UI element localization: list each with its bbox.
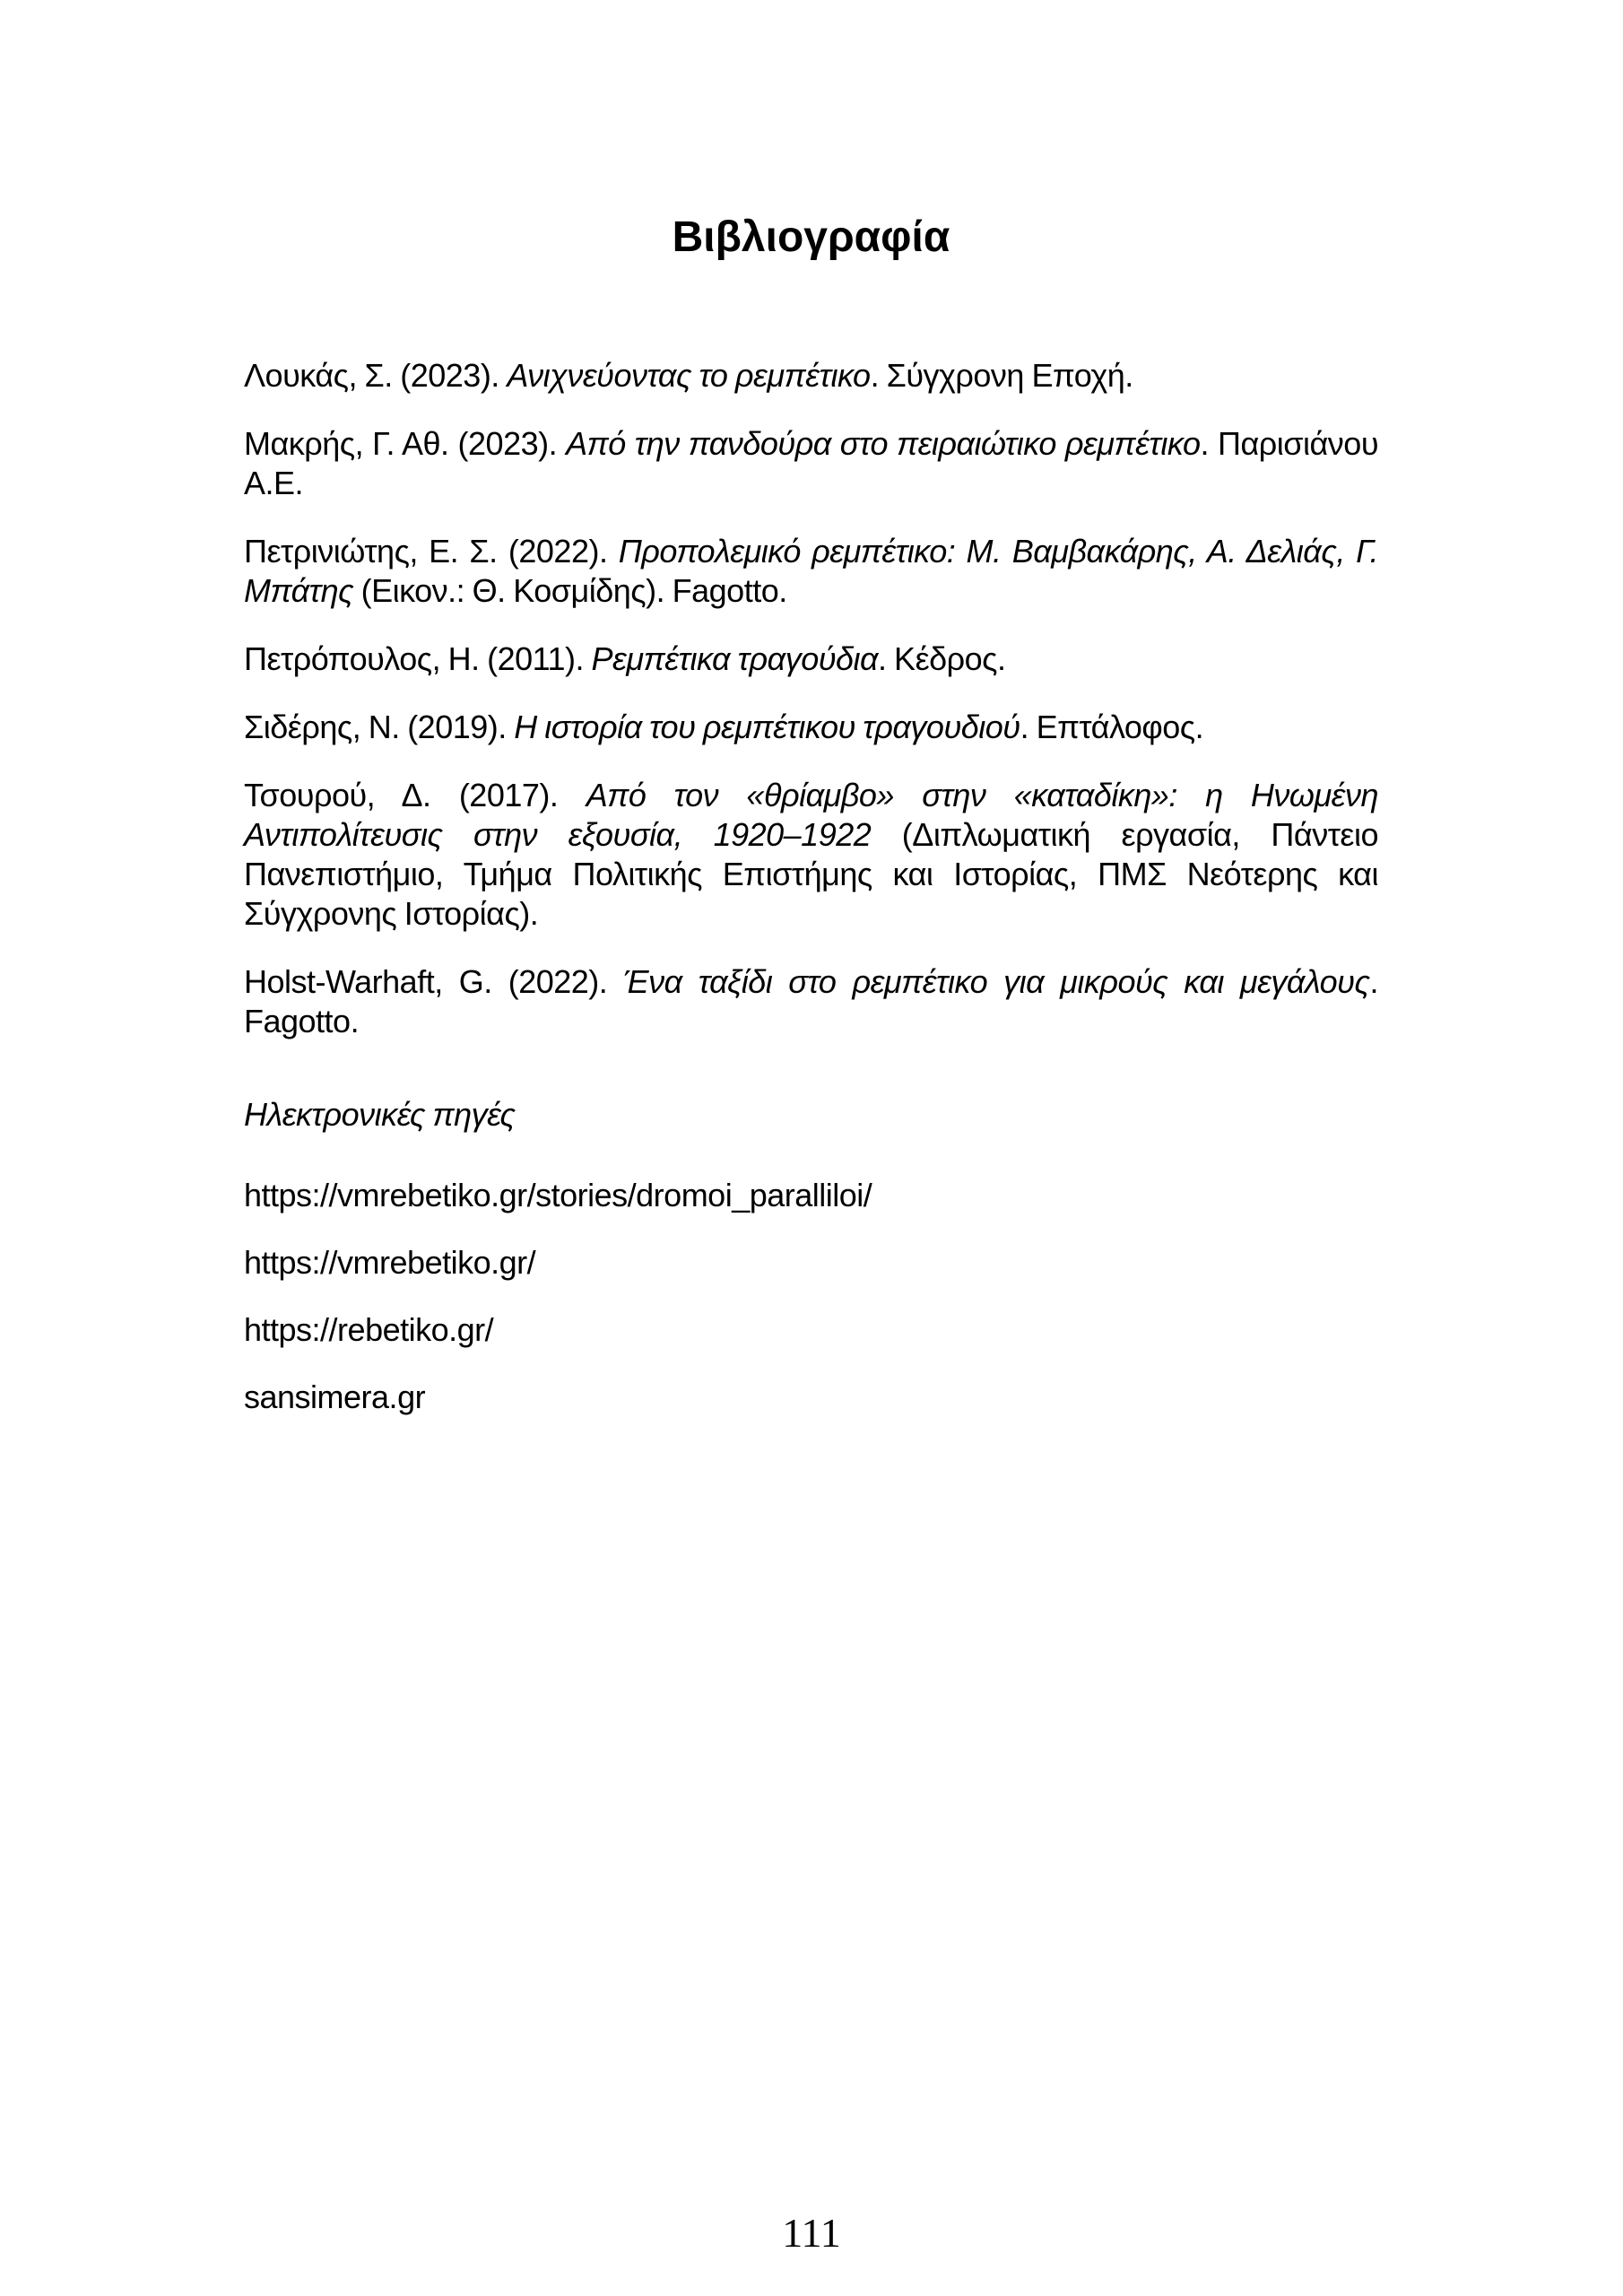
reference-text: Πετρόπουλος, Η. (2011). bbox=[244, 640, 592, 677]
reference-entry bbox=[244, 962, 1378, 1041]
reference-text: Πετρινιώτης, Ε. Σ. (2022). bbox=[244, 533, 619, 570]
reference-work-title: Ανιχνεύοντας το ρεμπέτικο bbox=[507, 357, 871, 394]
url-text: https://rebetiko.gr/ bbox=[244, 1311, 494, 1348]
reference-entry bbox=[244, 424, 1378, 503]
url-list bbox=[244, 1176, 1378, 1417]
reference-work-title: Η ιστορία του ρεμπέτικου τραγουδιού bbox=[514, 709, 1020, 745]
reference-text: Σιδέρης, Ν. (2019). bbox=[244, 709, 515, 745]
reference-work-title: Από την πανδούρα στο πειραιώτικο ρεμπέτικο bbox=[566, 425, 1201, 462]
electronic-sources-heading: Ηλεκτρονικές πηγές bbox=[244, 1096, 516, 1133]
reference-text: Μακρής, Γ. Αθ. (2023). bbox=[244, 425, 567, 462]
reference-text: Λουκάς, Σ. (2023). bbox=[244, 357, 508, 394]
url-text: https://vmrebetiko.gr/stories/dromoi_paralliloi/ bbox=[244, 1177, 872, 1213]
reference-work-title: Ρεμπέτικα τραγούδια bbox=[591, 640, 879, 677]
reference-text: (Διπλωματική εργασία, Πάντειο Πανεπιστήμιο, Τμήμα Πολιτικής Επιστήμης και Ιστορίας, ΠΜΣ Νεότερης και Σύγχρονης Ιστορίας). bbox=[244, 816, 1378, 932]
page-number: 111 bbox=[782, 2210, 841, 2256]
reference-work-title: Από τον «θρίαμβο» στην «καταδίκη»: η Ηνωμένη Αντιπολίτευσις στην εξουσία, 1920–1922 bbox=[244, 777, 1378, 853]
reference-entry bbox=[244, 776, 1378, 934]
url-text: https://vmrebetiko.gr/ bbox=[244, 1244, 536, 1281]
reference-entry bbox=[244, 639, 1378, 679]
reference-work-title: Ένα ταξίδι στο ρεμπέτικο για μικρούς και μεγάλους bbox=[623, 963, 1370, 1000]
reference-text: Τσουρού, Δ. (2017). bbox=[244, 777, 586, 813]
page-title: Βιβλιογραφία bbox=[672, 213, 950, 261]
reference-text: . Σύγχρονη Εποχή. bbox=[870, 357, 1133, 394]
reference-text: (Εικον.: Θ. Κοσμίδης). Fagotto. bbox=[353, 572, 787, 609]
url-text: sansimera.gr bbox=[244, 1378, 426, 1415]
reference-entry bbox=[244, 708, 1378, 747]
reference-list bbox=[244, 356, 1378, 1041]
reference-text: . Κέδρος. bbox=[878, 640, 1006, 677]
reference-text: . Fagotto. bbox=[244, 963, 1378, 1039]
reference-work-title: Προπολεμικό ρεμπέτικο: Μ. Βαμβακάρης, Α. Δελιάς, Γ. Μπάτης bbox=[244, 533, 1378, 609]
reference-entry bbox=[244, 532, 1378, 611]
reference-entry bbox=[244, 356, 1378, 396]
reference-text: . Επτάλοφος. bbox=[1020, 709, 1204, 745]
reference-text: . Παρισιάνου Α.Ε. bbox=[244, 425, 1379, 501]
reference-text: Holst-Warhaft, G. (2022). bbox=[244, 963, 624, 1000]
